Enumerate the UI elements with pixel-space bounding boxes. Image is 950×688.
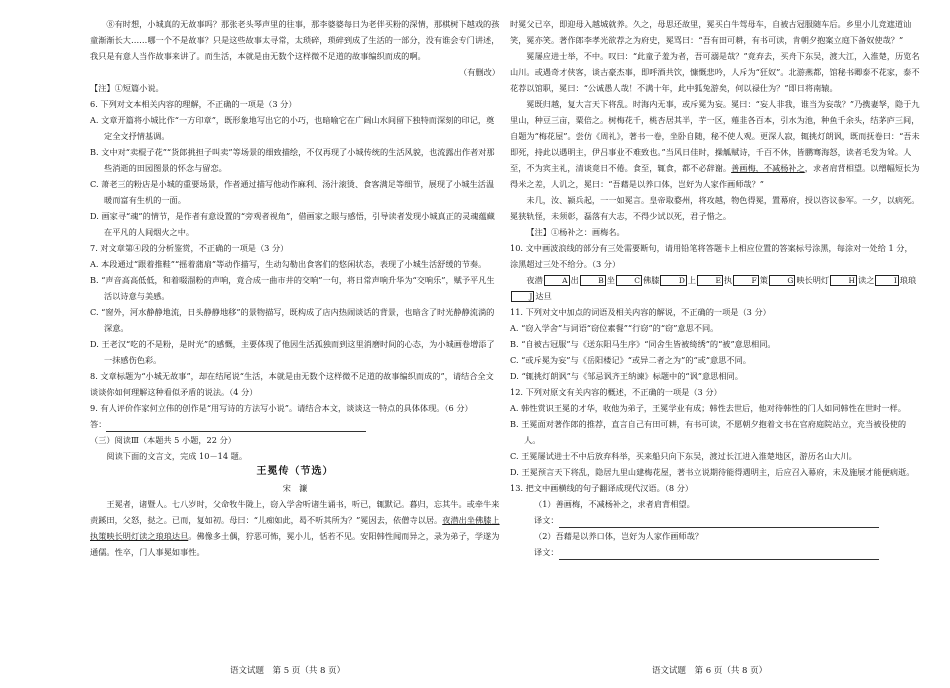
- footnote-right: 【注】①杨补之：画梅名。: [526, 227, 625, 237]
- source-note: （有删改）: [459, 67, 500, 77]
- passage-author: 宋 濂: [282, 483, 308, 493]
- footer-right: 语文试题 第 6 页（共 8 页）: [652, 666, 768, 676]
- passage-start: 王冕者，诸暨人。七八岁时，父命牧牛陇上，窃入学舍听诸生诵书，听已，辄默记。暮归，忘其牛。或牵牛来责蹊田，父怒，挞之。已而，复如初。母曰：“儿痴如此，曷不听其所为？”冕因去，依僧寺以居。: [90, 499, 500, 525]
- translation-2[interactable]: [510, 544, 920, 560]
- q11-option-b: B. “自被古冠服”与《送东阳马生序》“同舍生皆被绮绣”的“被”意思相同。: [510, 339, 776, 349]
- question-11-stem: 11. 下列对文中加点的词语及相关内容的解说，不正确的一项是（3 分）: [510, 307, 771, 317]
- mark-h[interactable]: H: [830, 275, 857, 286]
- footnote: 【注】①短篇小说。: [90, 83, 164, 93]
- q10-seq-6: 佛膝: [643, 275, 660, 285]
- passage-cont-2: 冕屡应进士举，不中。叹曰：“此童子羞为者，吾可溺是哉？”竟弃去，买舟下东吴，渡大江，入淮楚，历览名山川。或遇奇才侠客，谈古豪杰事，即呼酒共饮，慷慨悲吟，人斥为“狂奴”。北游燕都，馆秘书卿泰不花家，泰不花荐以馆职，冕曰：“公诚愚人哉！不满十年，此中狐兔游矣，何以禄仕为？”即日将南辕。: [510, 51, 920, 93]
- q11-option-d: D. “辄挑灯朗讽”与《邹忌讽齐王纳谏》标题中的“讽”意思相同。: [510, 371, 743, 381]
- q10-seq-14: 映长明灯: [796, 275, 830, 285]
- answer-line[interactable]: [90, 416, 500, 432]
- passage-cont-3a: 冕既归越，复大言天下将乱。时海内无事，或斥冕为妄。冕曰：“妄人非我，谁当为妄哉？”乃携妻孥，隐于九里山，种豆三亩，粟倍之。树梅花千，桃杏居其半，芋一区，薤韭各百本，引水为池，种鱼千余头，结茅庐三间，自题为“梅花屋”。尝仿《周礼》，著书一卷，坐卧自随，秘不使人观。更深人寂，辄挑灯朗讽，既而抚卷曰：“吾未即死，持此以遇明主，伊吕事业不难致也。”当风日佳时，操觚赋诗，千百不休，皆鹏骞海怒，读者毛发为耸。人至，不为宾主礼，清谈竟日不倦。食至，辄食，都不必辞谢。: [510, 99, 920, 173]
- q12-option-c: C. 王冕屡试进士不中后放弃科举，买来船只向下东吴，渡过长江进入淮楚地区，游历名山大川。: [510, 451, 857, 461]
- question-13-stem: 13. 把文中画横线的句子翻译成现代汉语。（8 分）: [510, 483, 694, 493]
- answer-label: 答：: [90, 419, 107, 429]
- instruction: 阅读下面的文言文，完成 10－14 题。: [106, 451, 248, 461]
- q11-option-c: C. “或斥冕为妄”与《岳阳楼记》“或异二者之为”的“或”意思不同。: [510, 355, 751, 365]
- mark-b[interactable]: B: [580, 275, 606, 286]
- translation-label-2: 译文：: [534, 547, 559, 557]
- question-8: 8. 文章标题为“小城无故事”，却在结尾说“生活，本就是由无数个这样微不足道的故事编织而成的”，请结合全文谈谈你如何理解这种看似矛盾的说法。（4 分）: [90, 371, 494, 397]
- answer-blank[interactable]: [106, 420, 366, 432]
- q10-seq-8: 上: [687, 275, 697, 285]
- passage-cont-3: [510, 96, 920, 192]
- mark-f[interactable]: F: [733, 275, 759, 286]
- mark-e[interactable]: E: [697, 275, 723, 286]
- right-page: [510, 16, 920, 560]
- q12-option-b: B. 王冕面对著作郎的推荐，直言自己有田可耕，有书可读，不愿朝夕抱着文书在官府庭院站立，充当被役使的人。: [510, 419, 907, 445]
- passage-cont-1: 时冕父已卒，即迎母入越城就养。久之，母思还故里，冕买白牛驾母车，自被古冠服随车后。乡里小儿竞遮道讪笑，冕亦笑。著作郎李孝光欲荐之为府史，冕骂曰：“吾有田可耕，有书可读，肯朝夕抱案立庭下备奴使哉？”: [510, 19, 912, 45]
- wavy-underlined-sentence: 夜潜出坐佛膝上执策映长明灯读之琅琅达旦: [90, 515, 500, 541]
- q13-item-2: （2）吾藉是以养口体，岂好为人家作画师哉？: [534, 531, 703, 541]
- translation-blank-2[interactable]: [559, 548, 879, 560]
- q13-item-1: （1）善画梅，不减杨补之，求者肩背相望。: [534, 499, 695, 509]
- para-8: ⑧有时想，小城真的无故事吗？那张老头琴声里的往事，那李婆婆每日为老伴买粉的深情，那棋树下越戏的孩童渐渐长大……哪一个不是故事？只是这些故事太寻常，太琐碎，琐碎到成了生活的一部分，没有谁会专门讲述，我只是有意人当作故事来讲了。而生活，本就是由无数个这样微不足道的故事编织而成的啊。: [90, 19, 500, 61]
- question-10-stem: 10. 文中画波浪线的部分有三处需要断句，请用铅笔将答题卡上相应位置的答案标号涂黑，每涂对一处给 1 分，涂黑超过三处不给分。（3 分）: [510, 243, 913, 269]
- passage-cont-4: 未几，汝、颍兵起，一一如冕言。皇帝取婺州，将攻越，物色得冕，置幕府，授以咨议参军。一夕，以病死。冕狭轨怪，未须彰，磊落有大志，不得少试以死，君子惜之。: [510, 195, 920, 221]
- q10-seq-16: 读之: [858, 275, 875, 285]
- question-9: 9. 有人评价作家何立伟的创作是“用写诗的方法写小说”。请结合本文，谈谈这一特点的具体体现。（6 分）: [90, 403, 473, 413]
- q10-seq-2: 出: [570, 275, 579, 285]
- question-7-stem: 7. 对文章第④段的分析鉴赏，不正确的一项是（3 分）: [90, 243, 289, 253]
- q11-option-a: A. “窃入学舍”与词语“窃位素餐”“行窃”的“窃”意思不同。: [510, 323, 719, 333]
- mark-j[interactable]: J: [511, 291, 534, 302]
- q6-option-c: C. 萧老三的粉店是小城的重要场景，作者通过描写他动作麻利、汤汁滚烫、食客满足等细节，展现了小城生活温暖而富有生机的一面。: [90, 179, 495, 205]
- mark-i[interactable]: I: [875, 275, 898, 286]
- q10-seq-18: 琅琅: [899, 275, 917, 285]
- q10-seq-10: 执: [723, 275, 733, 285]
- q10-seq-4: 坐: [606, 275, 615, 285]
- left-page: [90, 16, 500, 560]
- question-6-stem: 6. 下列对文本相关内容的理解，不正确的一项是（3 分）: [90, 99, 297, 109]
- q10-seq-12: 策: [759, 275, 768, 285]
- q10-seq-0: 夜潜: [526, 275, 543, 285]
- q7-option-c: C. “窗外，河水静静地流，日头静静地移”的景物描写，既构成了店内热闹谈话的背景，也暗含了时光静静流淌的深意。: [90, 307, 495, 333]
- translation-1[interactable]: [510, 512, 920, 528]
- mark-a[interactable]: A: [544, 275, 570, 286]
- passage-title: 王冕传（节选）: [256, 466, 334, 477]
- q12-option-a: A. 韩性赏识王冕的才华，收他为弟子，王冕学业有成；韩性去世后，他对待韩性的门人如同韩性在世时一样。: [510, 403, 906, 413]
- q7-option-a: A. 本段通过“跟着推鞋”“摇着蒲扇”等动作描写，生动勾勒出食客们的悠闲状态，表现了小城生活舒缓的节奏。: [90, 259, 487, 269]
- q7-option-b: B. “声音高高低低，和着啜溜粉的声响，竟合成一曲市井的交响”一句，将日常声响升华为“交响乐”，赋予平凡生活以诗意与美感。: [90, 275, 495, 301]
- passage-paragraph-1: [90, 496, 500, 560]
- mark-g[interactable]: G: [769, 275, 795, 286]
- q6-option-d: D. 画家寻“魂”的情节，是作者有意设置的“旁观者视角”，借画家之眼与感悟，引导读者发现小城真正的灵魂蕴藏在平凡的人间烟火之中。: [90, 211, 495, 237]
- question-12-stem: 12. 下列对原文有关内容的概述，不正确的一项是（3 分）: [510, 387, 722, 397]
- mark-c[interactable]: C: [616, 275, 642, 286]
- q6-option-b: B. 文中对“卖棍子花”“货郎挑担子叫卖”等场景的细致描绘，不仅再现了小城传统的生活风貌，也流露出作者对那些消逝的田园图景的怀念与留恋。: [90, 147, 495, 173]
- q6-option-a: A. 文章开篇将小城比作“一方印章”，既形象地写出它的小巧，也暗喻它在广阔山水间留下独特而深刻的印记，奠定全文抒情基调。: [90, 115, 495, 141]
- underlined-sentence: 善画梅，不减杨补之: [731, 163, 805, 173]
- translation-blank-1[interactable]: [559, 516, 879, 528]
- q10-seq-20: 达旦: [535, 291, 552, 301]
- mark-d[interactable]: D: [660, 275, 686, 286]
- q7-option-d: D. 王老汉“吃的不是粉，是时光”的感慨，主要体现了他因生活孤独而到这里消磨时间的心态，为小城画卷增添了一抹感伤色彩。: [90, 339, 495, 365]
- q10-sequence: [510, 272, 920, 304]
- q12-option-d: D. 王冕预言天下将乱，隐居九里山建梅花屋，著书立说期待能得遇明主，后应召入幕府，未及施展才能便病逝。: [510, 467, 915, 477]
- translation-label-1: 译文：: [534, 515, 559, 525]
- footer-left: 语文试题 第 5 页（共 8 页）: [230, 666, 346, 676]
- passage-end: 。佛像多土偶，狞恶可怖，冕小儿，恬若不见。安阳韩性闻而异之，录为弟子，学遂为通儒。性卒，门人事冕如事性。: [90, 531, 500, 557]
- passage-cont-3b: ，求者肩背相望。以缯幅短长为得米之差，人讥之，冕曰：“吾藉是以养口体，岂好为人家作画师哉？”: [510, 163, 920, 189]
- section-heading: （三）阅读Ⅲ（本题共 5 小题，22 分）: [90, 435, 236, 445]
